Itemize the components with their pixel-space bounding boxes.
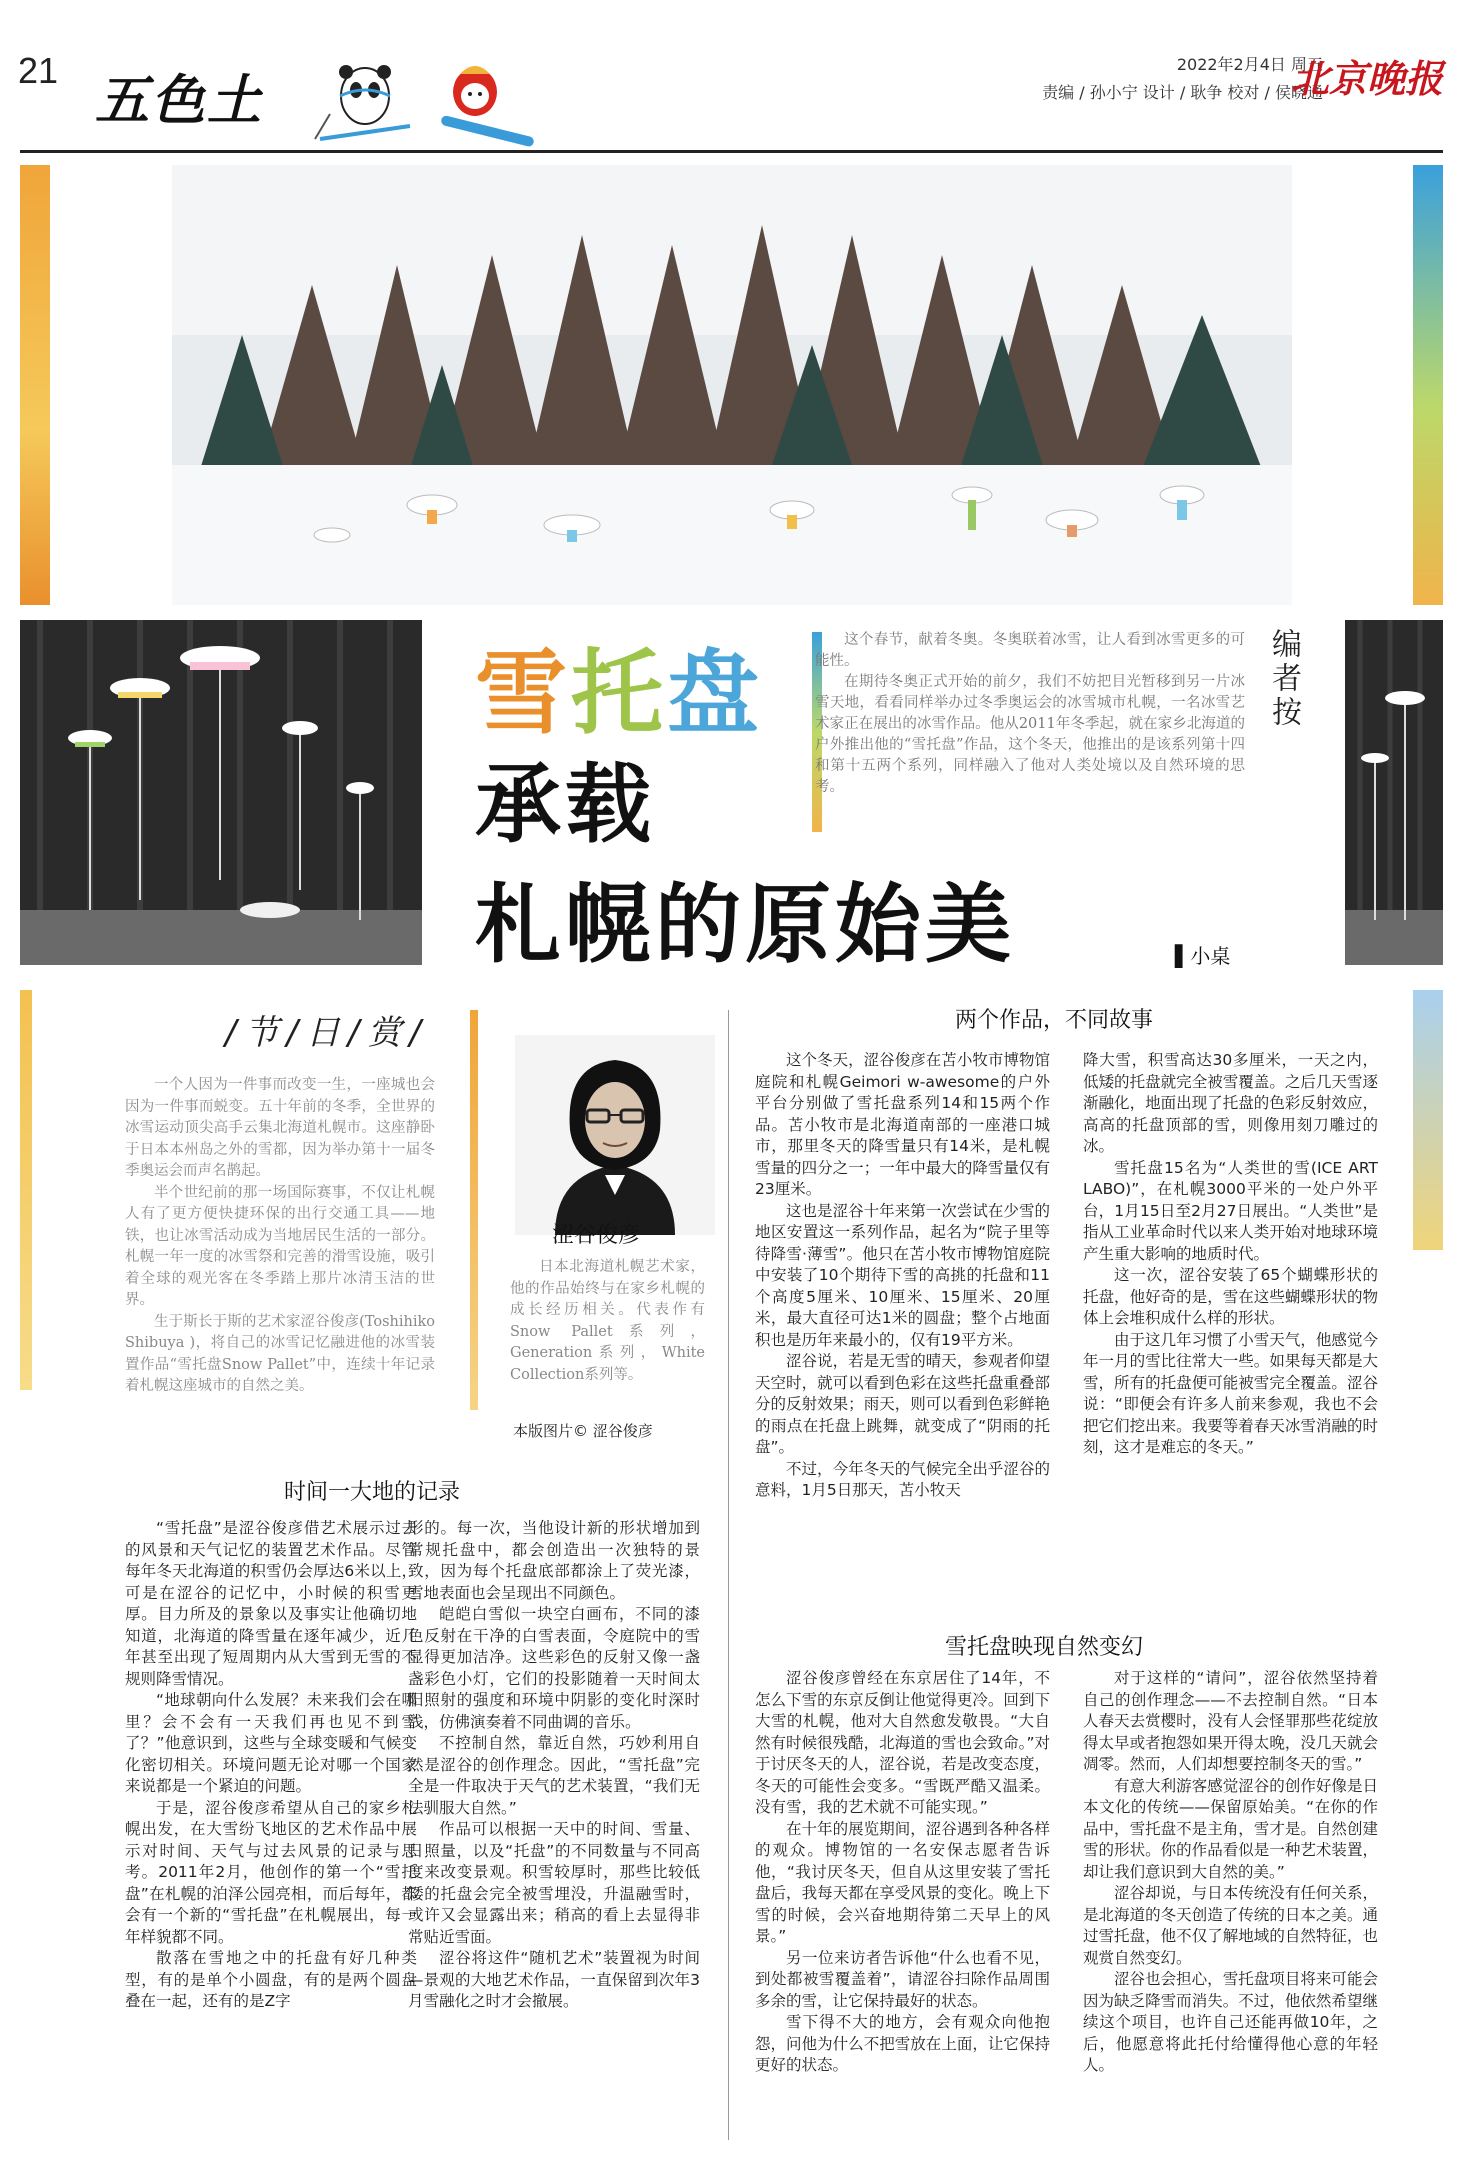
article-column [755, 1050, 1050, 1502]
artist-name: 涩谷俊彦 [552, 1223, 641, 1248]
article-paragraph: 另一位来访者告诉他“什么也看不见，到处都被雪覆盖着”，请涩谷扫除作品周围多余的雪，让它保持最好的状态。 [755, 1948, 1050, 2010]
headline-title [475, 620, 763, 752]
article-paragraph: 涩谷俊彦曾经在东京居住了14年，不怎么下雪的东京反倒让他觉得更冷。回到下大雪的札幌，他对大自然愈发敬畏。“大自然有时候很残酷，北海道的雪也会致命。”对于讨厌冬天的人，涩谷说，若是改变态度，冬天的可能性会变多。“雪既严酷又温柔。没有雪，我的艺术就不可能实现。” [755, 1669, 1050, 1816]
snow-pallet-night-photo-right [1345, 620, 1443, 965]
article-paragraph: 于是，涩谷俊彦希望从自己的家乡札幌出发，在大雪纷飞地区的艺术作品中展示对时间、天气与过去风景的记录与思考。2011年2月，他创作的第一个“雪托盘”在札幌的泊泽公园亮相，而后每年，都会有一个新的“雪托盘”在札幌展出，每一年样貌都不同。 [125, 1798, 417, 1946]
article-paragraph: 涩谷也会担心，雪托盘项目将来可能会因为缺乏降雪而消失。不过，他依然希望继续这个项目，也许自己还能再做10年，之后，他愿意将此托付给懂得他心意的年轻人。 [1083, 1970, 1378, 2074]
article-paragraph: 涩谷却说，与日本传统没有任何关系，是北海道的冬天创造了传统的日本之美。通过雪托盘，他不仅了解地域的自然特征，也观赏自然变幻。 [1083, 1884, 1378, 1967]
sidebar-paragraph: 半个世纪前的那一场国际赛事，不仅让札幌人有了更方便快捷环保的出行交通工具——地铁，也让冰雪活动成为当地居民生活的一部分。札幌一年一度的冰雪祭和完善的滑雪设施，吸引着全球的观光客在冬季踏上那片冰清玉洁的世界。 [125, 1184, 435, 1308]
editor-note-paragraph: 这个春节，献着冬奥。冬奥联着冰雪，让人看到冰雪更多的可能性。 [815, 632, 1245, 669]
sidebar-text [125, 1075, 435, 1398]
article-paragraph: 在十年的展览期间，涩谷遇到各种各样的观众。博物馆的一名安保志愿者告诉他，“我讨厌冬天，但自从这里安装了雪托盘后，我每天都在享受风景的变化。晚上下雪的时候，会兴奋地期待第二天早上的风景。” [755, 1819, 1050, 1945]
section-title: 五色土 [95, 68, 263, 132]
artist-bio: 日本北海道札幌艺术家，他的作品始终与在家乡札幌的成长经历相关。代表作有Snow Pallet系列，Generation系列，White Collection系列等。 [510, 1259, 705, 1383]
article-column [755, 1668, 1050, 2077]
article-paragraph: 对于这样的“请问”，涩谷依然坚持着自己的创作理念——不去控制自然。“日本人春天去赏樱时，没有人会怪罪那些花绽放得太早或者抱怨如果开得太晚，没几天就会凋零。然而，人们却想要控制冬天的雪。” [1083, 1669, 1378, 1773]
article-paragraph: 不过，今年冬天的气候完全出乎涩谷的意料，1月5日那天，苫小牧天 [755, 1459, 1050, 1499]
photo-credit: 本版图片© 涩谷俊彦 [513, 1422, 653, 1440]
left-gradient-bar [20, 165, 50, 605]
article-paragraph: 形的。每一次，当他设计新的形状增加到常规托盘中，都会创造出一次独特的景致，因为每个托盘底部都涂上了荧光漆，雪地表面也会呈现出不同颜色。 [408, 1519, 700, 1602]
page-header [0, 0, 1463, 160]
snow-pallet-night-photo [20, 620, 422, 965]
article-paragraph: 雪下得不大的地方，会有观众向他抱怨，问他为什么不把雪放在上面，让它保持更好的状态。 [755, 2013, 1050, 2074]
article-paragraph: “地球朝向什么发展？未来我们会在哪里？会不会有一天我们再也见不到雪了？”他意识到，这些与全球变暖和气候变化密切相关。环境问题无论对哪一个国家来说都是一个紧迫的问题。 [125, 1691, 417, 1795]
editor-note-paragraph: 在期待冬奥正式开始的前夕，我们不妨把目光暂移到另一片冰雪天地，看看同样举办过冬季奥运会的冰雪城市札幌，一名冰雪艺术家正在展出的冰雪作品。他从2011年冬季起，就在家乡北海道的户外推出他的“雪托盘”作品，这个冬天，他推出的是该系列第十四和第十五两个系列，同样融入了他对人类处境以及自然环境的思考。 [815, 674, 1245, 795]
article-paragraph: 由于这几年习惯了小雪天气，他感觉今年一月的雪比往常大一些。如果每天都是大雪，所有的托盘便可能被雪完全覆盖。涩谷说：“即便会有许多人前来参观，我也不会把它们挖出来。我要等着春天冰雪消融的时刻，这才是难忘的冬天。” [1083, 1330, 1378, 1456]
issue-date: 2022年2月4日 周五 [1176, 55, 1323, 74]
headline-line-3: 札幌的原始美 [475, 875, 1015, 975]
article-paragraph: 雪托盘15名为“人类世的雪(ICE ART LABO)”，在札幌3000平米的一处户外平台，1月15日至2月27日展出。“人类世”是指从工业革命时代以来人类开始对地球环境产生重大影响的地质时代。 [1083, 1158, 1378, 1263]
article-paragraph: 涩谷说，若是无雪的晴天，参观者仰望天空时，就可以看到色彩在这些托盘重叠部分的反射效果；雨天，则可以看到色彩鲜艳的雨点在托盘上跳舞，就变成了“阴雨的托盘”。 [755, 1352, 1050, 1456]
article-paragraph: 散落在雪地之中的托盘有好几种类型，有的是单个小圆盘，有的是两个圆盘叠在一起，还有的是Z字 [125, 1949, 417, 2010]
editor-credits: 责编 / 孙小宁 设计 / 耿争 校对 / 侯晓通 [1042, 83, 1323, 102]
sidebar-heading: /节/日/赏/ [225, 1013, 429, 1053]
lantern-mascot-icon [440, 66, 535, 147]
sidebar-paragraph: 一个人因为一件事而改变一生，一座城也会因为一件事而蜕变。五十年前的冬季，全世界的冰雪运动顶尖高手云集北海道札幌市。这座静卧于日本本州岛之外的雪都，因为举办第十一届冬季奥运会而声名鹊起。 [125, 1077, 435, 1179]
article-paragraph: 涩谷将这件“随机艺术”装置视为时间—景观的大地艺术作品，一直保留到次年3月雪融化之时才会撤展。 [408, 1949, 700, 2010]
sidebar-paragraph: 生于斯长于斯的艺术家涩谷俊彦(Toshihiko Shibuya )，将自己的冰雪记忆融进他的冰雪装置作品“雪托盘Snow Pallet”中，连续十年记录着札幌这座城市的自然之美。 [125, 1313, 435, 1394]
section-heading: 时间一大地的记录 [284, 1480, 461, 1505]
hero-snow-forest-photo [172, 165, 1292, 605]
artist-portrait-photo [515, 1035, 715, 1235]
editor-note-label: 编者按 [1266, 628, 1301, 730]
article-paragraph: 这个冬天，涩谷俊彦在苫小牧市博物馆庭院和札幌Geimori w-awesome的户外平台分别做了雪托盘系列14和15两个作品。苫小牧市是北海道南部的一座港口城市，那里冬天的降雪量只有14米，是札幌雪量的四分之一；一年中最大的降雪量仅有23厘米。 [755, 1051, 1050, 1198]
column-divider [728, 1010, 729, 2140]
section-heading: 两个作品，不同故事 [955, 1008, 1154, 1033]
article-column [1083, 1668, 1378, 2077]
section-heading: 雪托盘映现自然变幻 [945, 1635, 1144, 1660]
headline-char-3: 盘 [667, 640, 764, 747]
newspaper-logo: 北京晚报 [1290, 56, 1443, 101]
portrait-accent-bar [470, 1010, 478, 1410]
article-column [408, 1518, 700, 2013]
article-paragraph: 有意大利游客感觉涩谷的创作好像是日本文化的传统——保留原始美。“在你的作品中，雪托盘不是主角，雪才是。自然创建雪的形状。你的作品看似是一种艺术装置，却让我们意识到大自然的美。” [1083, 1776, 1378, 1881]
byline: ▌小桌 [1175, 944, 1231, 968]
panda-mascot-icon [315, 65, 410, 139]
left-gradient-bar-lower [20, 990, 32, 1390]
article-paragraph: 这一次，涩谷安装了65个蝴蝶形状的托盘，他好奇的是，雪在这些蝴蝶形状的物体上会堆积成什么样的形状。 [1083, 1266, 1378, 1327]
headline-line-2: 承载 [475, 755, 655, 855]
olympic-mascots-illustration [310, 44, 540, 154]
right-gradient-bar-lower [1413, 990, 1443, 1250]
header-rule [20, 150, 1443, 153]
headline-char-1: 雪 [475, 640, 572, 747]
page-number: 21 [18, 50, 59, 91]
article-paragraph: 作品可以根据一天中的时间、雪量、日照量，以及“托盘”的不同数量与不同高度来改变景观。积雪较厚时，那些比较低矮的托盘会完全被雪埋没，升温融雪时，或许又会显露出来；稍高的看上去显得非常贴近雪面。 [408, 1820, 700, 1946]
right-gradient-bar [1413, 165, 1443, 605]
article-column [1083, 1050, 1378, 1459]
article-paragraph: 皑皑白雪似一块空白画布，不同的漆色反射在干净的白雪表面，令庭院中的雪显得更加洁净。这些彩色的反射又像一盏盏彩色小灯，它们的投影随着一天时间太阳照射的强度和环境中阴影的变化时深时浅，仿佛演奏着不同曲调的音乐。 [408, 1605, 700, 1731]
article-paragraph: “雪托盘”是涩谷俊彦借艺术展示过去的风景和天气记忆的装置艺术作品。尽管每年冬天北海道的积雪仍会厚达6米以上，可是在涩谷的记忆中，小时候的积雪更厚。目力所及的景象以及事实让他确切地知道，北海道的降雪量在逐年减少，近几年甚至出现了短周期内从大雪到无雪的不规则降雪情况。 [125, 1519, 417, 1688]
article-paragraph: 不控制自然，靠近自然，巧妙利用自然是涩谷的创作理念。因此，“雪托盘”完全是一件取决于天气的艺术装置，“我们无法驯服大自然。” [408, 1734, 700, 1817]
editor-note-text [815, 630, 1245, 798]
headline-char-2: 托 [571, 640, 668, 747]
article-column [125, 1518, 417, 2013]
article-paragraph: 降大雪，积雪高达30多厘米，一天之内，低矮的托盘就完全被雪覆盖。之后几天雪逐渐融化，地面出现了托盘的色彩反射效应，高高的托盘顶部的雪，则像用刻刀雕过的冰。 [1083, 1051, 1378, 1155]
article-paragraph: 这也是涩谷十年来第一次尝试在少雪的地区安置这一系列作品，起名为“院子里等待降雪·薄雪”。他只在苫小牧市博物馆庭院中安装了10个期待下雪的高挑的托盘和11个高度5厘米、10厘米、15厘米、20厘米，最大直径可达1米的圆盘；整个占地面积也是历年来最小的，仅有19平方米。 [755, 1201, 1050, 1349]
